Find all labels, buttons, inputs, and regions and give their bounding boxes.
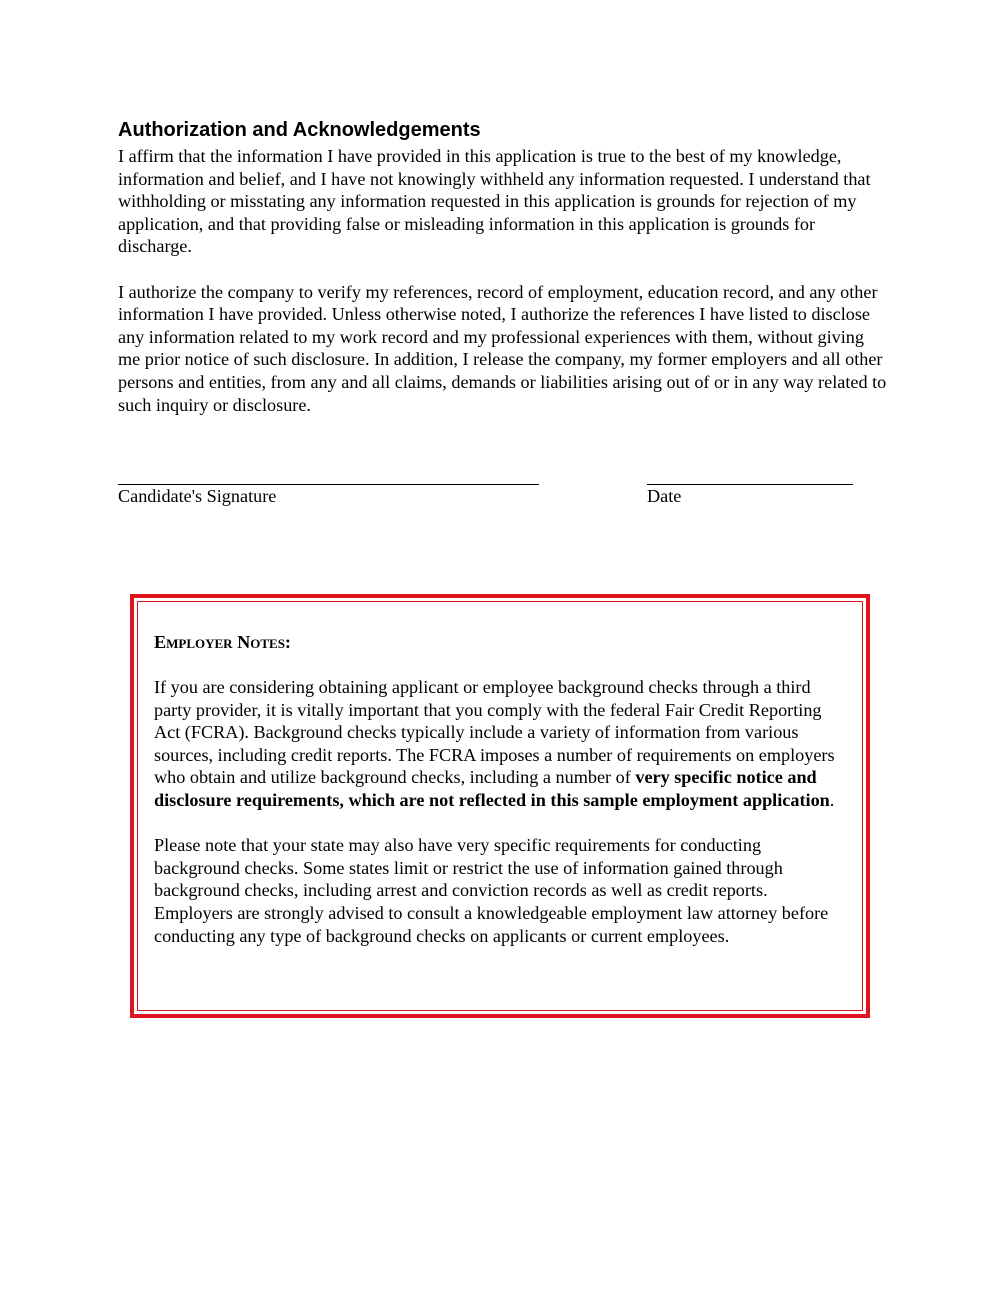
date-field[interactable]	[647, 462, 853, 507]
state-requirements-paragraph: Please note that your state may also have very specific requirements for conducting background checks. Some states limit or restrict the use of information gained through background checks, including arrest and conviction records as well as credit reports. Employers are strongly advised to consult a knowledgeable employment law attorney before conducting any type of background checks on applicants or current employees.	[154, 835, 829, 946]
signature-line[interactable]	[118, 462, 539, 485]
authorization-paragraph: I authorize the company to verify my references, record of employment, education record, and any other information I have provided. Unless otherwise noted, I authorize the references I have listed to disclose any information related to my work record and my professional experiences with them, without giving me prior notice of such disclosure. In addition, I release the company, my former employers and all other persons and entities, from any and all claims, demands or liabilities arising out of or in any way related to such inquiry or disclosure.	[118, 281, 887, 415]
authorization-section	[118, 118, 888, 416]
candidate-signature-label: Candidate's Signature	[118, 486, 277, 506]
employer-notes-box	[130, 594, 870, 1018]
fcra-text-end: .	[829, 789, 835, 810]
section-heading: Authorization and Acknowledgements	[118, 119, 481, 141]
signature-block	[118, 462, 858, 522]
fcra-bold-text: very specific notice and disclosure requirements, which are not reflected in this sample employment application	[154, 767, 830, 810]
fcra-text: If you are considering obtaining applicant or employee background checks through a third party provider, it is vitally important that you comply with the federal Fair Credit Reporting Act (FCRA). Background checks typically include a variety of information from various sources, including credit reports. The FCRA imposes a number of requirements on employers who obtain and utilize background checks, including a number of	[154, 677, 835, 788]
affirmation-paragraph: I affirm that the information I have provided in this application is true to the best of my knowledge, information and belief, and I have not knowingly withheld any information requested. I understand that withholding or misstating any information requested in this application is grounds for rejection of my application, and that providing false or misleading information in this application is grounds for discharge.	[118, 146, 871, 257]
employer-notes-inner	[137, 601, 863, 1011]
candidate-signature-field[interactable]	[118, 462, 539, 507]
date-line[interactable]	[647, 462, 853, 485]
fcra-paragraph	[154, 676, 842, 812]
date-label: Date	[647, 486, 682, 506]
employer-notes-title: Employer Notes:	[154, 632, 291, 652]
